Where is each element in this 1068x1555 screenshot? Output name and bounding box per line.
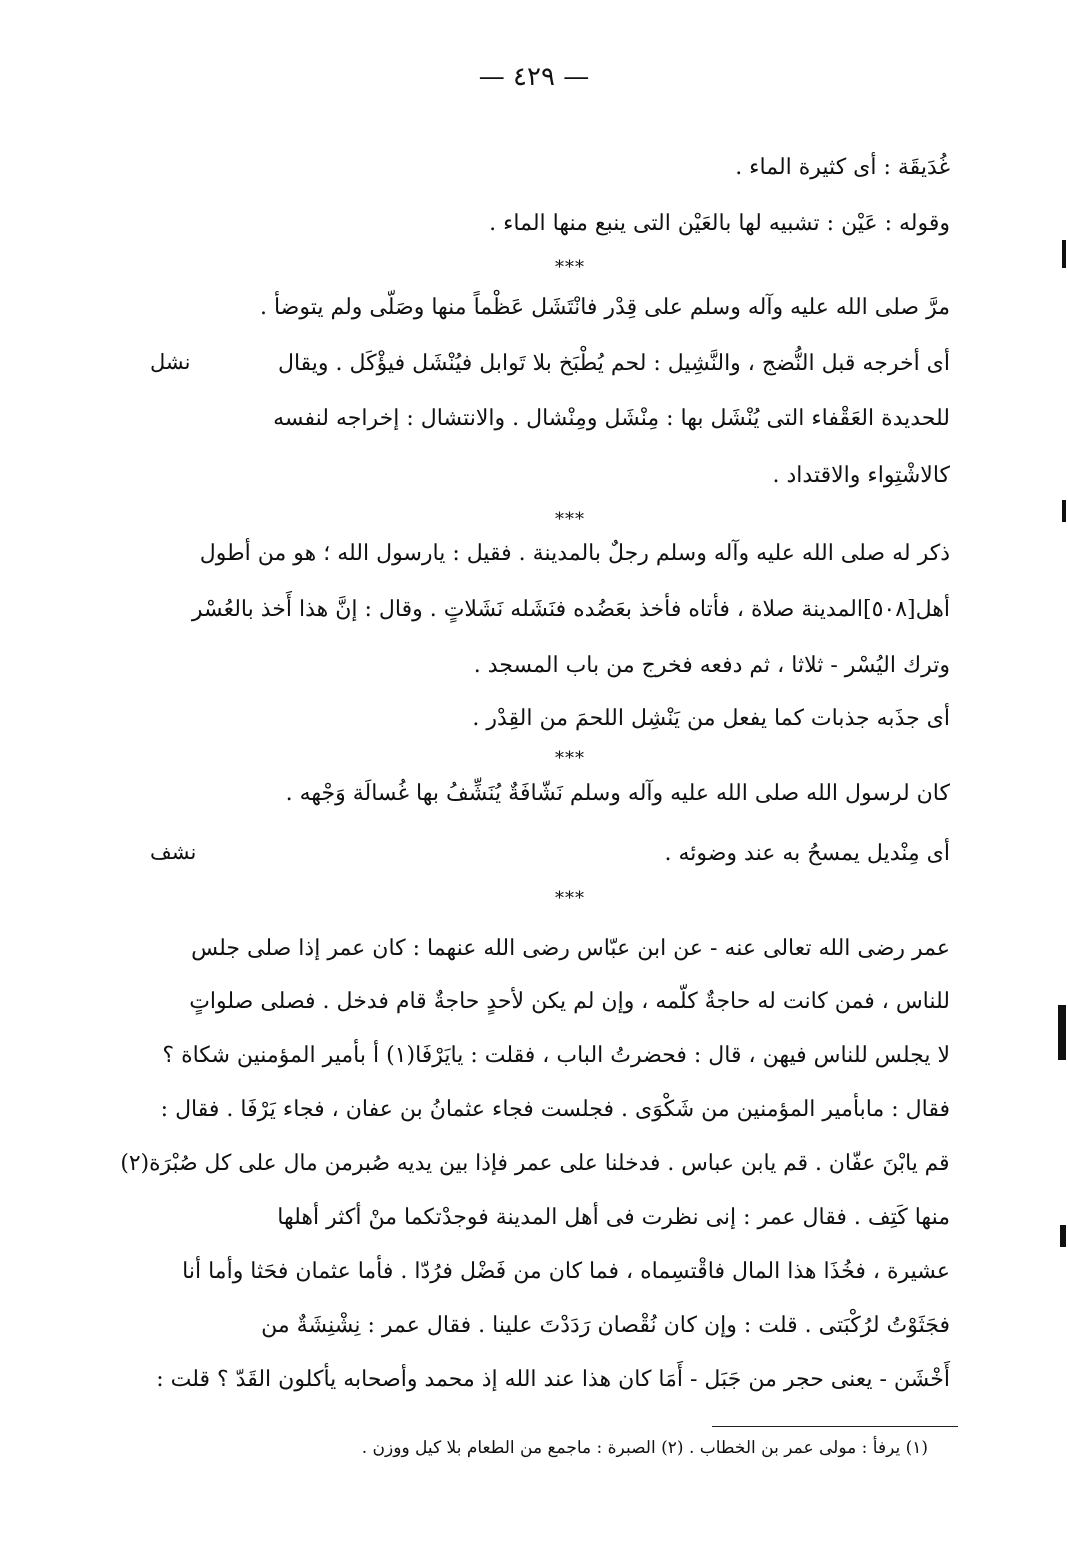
text-line: للناس ، فمن كانت له حاجةٌ كلّمه ، وإن لم يكن لأحدٍ حاجةٌ قام فدخل . فصلى صلواتٍ	[189, 989, 950, 1014]
text-line: أهل[٥٠٨]المدينة صلاة ، فأتاه فأخذ بعَضُده فنَشَله نَشَلاتٍ . وقال : إنَّ هذا أَخذ بالعُسْر	[191, 597, 950, 622]
text-line: مرَّ صلى الله عليه وآله وسلم على قِدْر فانْتَشَل عَظْماً منها وصَلّى ولم يتوضأ .	[259, 295, 950, 320]
margin-note-nashaf: نشف	[150, 840, 197, 864]
text-line: غُدَيقَة : أى كثيرة الماء .	[735, 155, 950, 180]
footnotes: (١) يرفأ : مولى عمر بن الخطاب . (٢) الصبرة : ماجمع من الطعام بلا كيل ووزن .	[361, 1438, 928, 1458]
text-line: أَخْشَن - يعنى حجر من جَبَل - أَمَا كان هذا عند الله إذ محمد وأصحابه يأكلون القَدّ ؟ قلت :	[156, 1367, 950, 1392]
page-number: — ٤٢٩ —	[478, 62, 590, 92]
text-line: للحديدة العَقْفاء التى يُنْشَل بها : مِنْشَل ومِنْشال . والانتشال : إخراجه لنفسه	[273, 406, 950, 431]
text-line: فقال : مابأمير المؤمنين من شَكْوَى . فجلست فجاء عثمانُ بن عفان ، فجاء يَرْفَا . فقال :	[160, 1097, 950, 1122]
text-line: قم يابْنَ عفّان . قم يابن عباس . فدخلنا على عمر فإذا بين يديه صُبرمن مال على كل صُبْرَة(٢)	[120, 1151, 950, 1176]
text-line: أى أخرجه قبل النُّضج ، والنَّشِيل : لحم يُطْبَخ بلا تَوابل فيُنْشَل فيؤْكَل . ويقال	[277, 351, 950, 376]
text-line: منها كَتِف . فقال عمر : إنى نظرت فى أهل المدينة فوجدْتكما منْ أكثر أهلها	[277, 1205, 950, 1230]
text-line: كان لرسول الله صلى الله عليه وآله وسلم نَشّافَةٌ يُنَشِّفُ بها غُسالَة وَجْهه .	[285, 781, 950, 806]
text-line: أى جذَبه جذبات كما يفعل من يَنْشِل اللحمَ من القِدْر .	[472, 706, 950, 731]
scan-edge-mark	[1062, 240, 1066, 268]
text-line: وقوله : عَيْن : تشبيه لها بالعَيْن التى ينبع منها الماء .	[489, 211, 950, 236]
text-line: وترك اليُسْر - ثلاثا ، ثم دفعه فخرج من باب المسجد .	[473, 653, 950, 678]
scan-edge-mark	[1058, 1005, 1066, 1060]
text-line: كالاشْتِواء والاقتداد .	[772, 463, 950, 488]
footnote-rule	[712, 1426, 958, 1427]
scan-edge-mark	[1062, 500, 1066, 522]
text-line: ذكر له صلى الله عليه وآله وسلم رجلٌ بالمدينة . فقيل : يارسول الله ؛ هو من أطول	[199, 541, 950, 566]
text-line: فجَثَوْتُ لرُكْبَتى . قلت : وإن كان نُقْصان رَدَدْتَ علينا . فقال عمر : نِشْنِشَةٌ من	[261, 1313, 950, 1338]
text-line: عشيرة ، فخُذَا هذا المال فاقْتسِماه ، فما كان من فَضْل فرُدّا . فأما عثمان فحَثا وأما أنا	[182, 1259, 950, 1284]
text-line: لا يجلس للناس فيهن ، قال : فحضرتُ الباب ، فقلت : يايَرْفَا(١) أ بأمير المؤمنين شكاة ؟	[162, 1043, 950, 1068]
scan-edge-mark	[1060, 1225, 1066, 1247]
text-line: أى مِنْديل يمسحُ به عند وضوئه .	[664, 841, 950, 866]
section-separator: ***	[555, 509, 585, 530]
text-line: عمر رضى الله تعالى عنه - عن ابن عبّاس رضى الله عنهما : كان عمر إذا صلى جلس	[191, 936, 950, 961]
section-separator: ***	[555, 257, 585, 278]
margin-note-nashal: نشل	[150, 350, 191, 374]
section-separator: ***	[555, 748, 585, 769]
section-separator: ***	[555, 888, 585, 909]
